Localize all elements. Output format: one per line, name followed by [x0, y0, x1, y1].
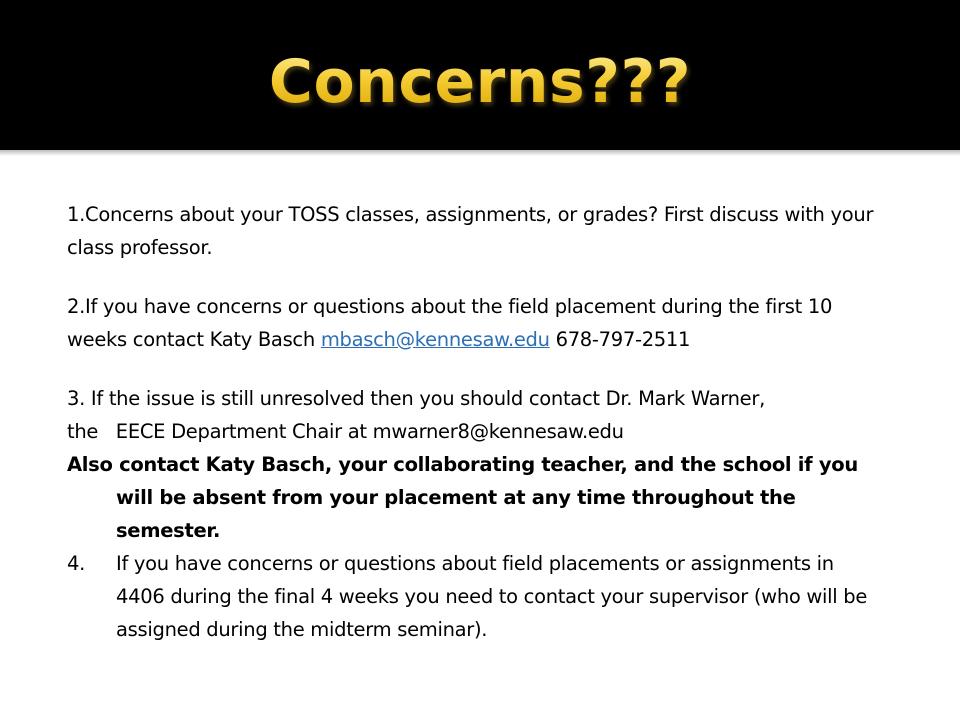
- slide-title: Concerns???: [0, 44, 960, 120]
- email-link-mbasch[interactable]: mbasch@kennesaw.edu: [320, 328, 550, 351]
- item-3: [67, 382, 887, 448]
- item-3-line-1: 3. If the issue is still unresolved then you should contact Dr. Mark Warner,: [67, 387, 765, 410]
- item-4-text: If you have concerns or questions about field placements or assignments in 4406 during the final 4 weeks you need to contact your supervisor (who will be assigned during the midterm seminar).: [116, 552, 868, 641]
- bold-note: Also contact Katy Basch, your collaborating teacher, and the school if you will be absent from your placement at any time throughout the semester.: [67, 453, 858, 542]
- item-3-line-2: the EECE Department Chair at mwarner8@kennesaw.edu: [67, 420, 624, 443]
- slide-body: [67, 198, 887, 646]
- item-4-number: 4.: [67, 552, 86, 575]
- item-4: [67, 547, 887, 646]
- item-1: 1.Concerns about your TOSS classes, assignments, or grades? First discuss with your class professor.: [67, 203, 874, 259]
- item-2-text: 2.If you have concerns or questions about the field placement during the first 10 weeks contact Katy Basch: [67, 295, 833, 351]
- title-band-shadow: [0, 150, 960, 156]
- paragraph-gap: [67, 264, 887, 290]
- paragraph-gap: [67, 356, 887, 382]
- item-2: [67, 290, 887, 356]
- item-2-phone: 678-797-2511: [549, 328, 691, 351]
